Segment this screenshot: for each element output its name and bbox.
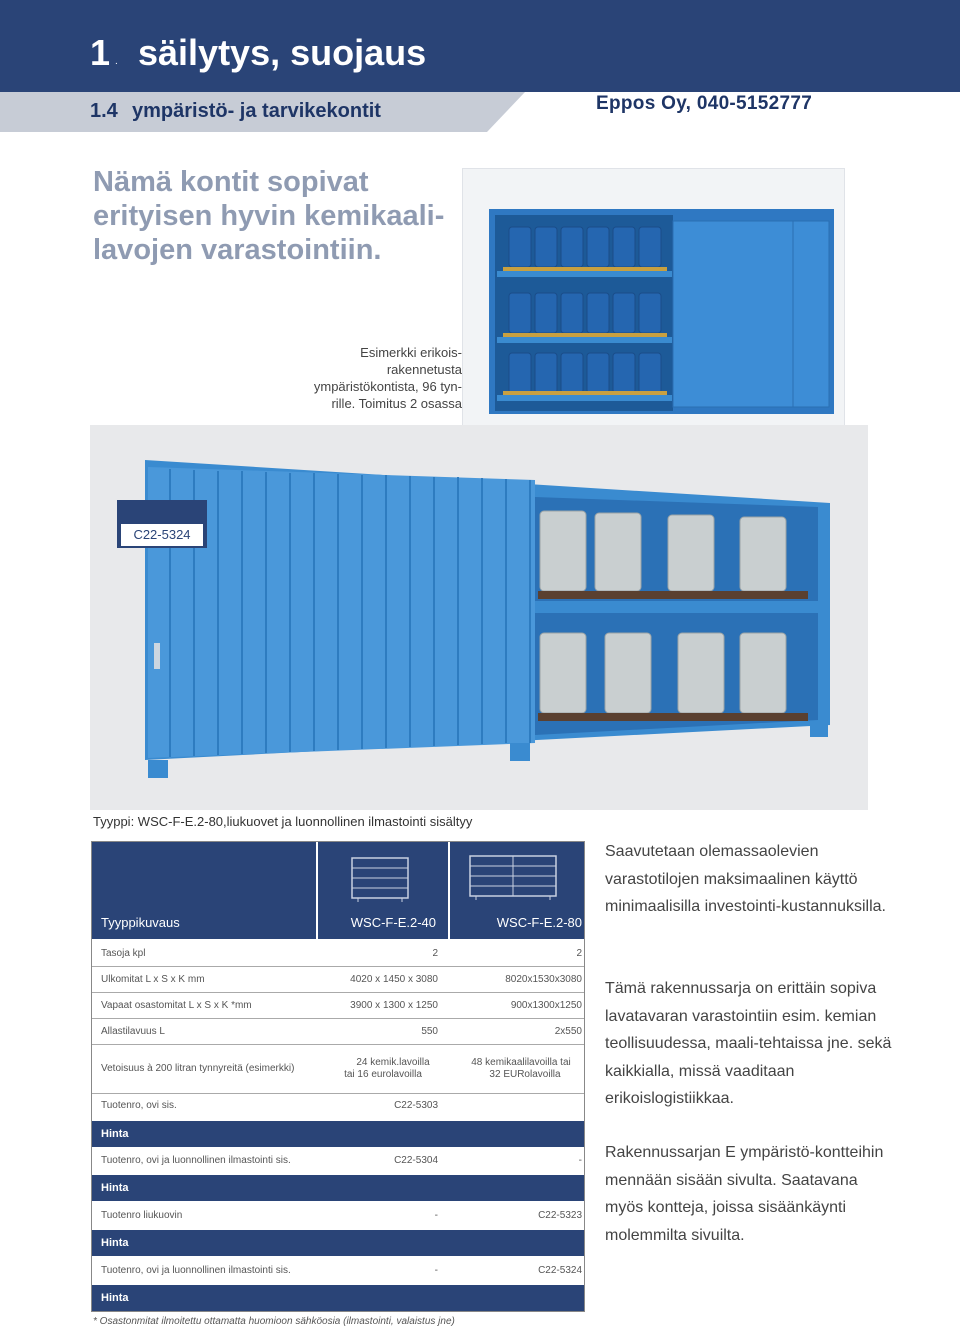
row-label: Ulkomitat L x S x K mm: [101, 974, 205, 985]
table-col2-title: WSC-F-E.2-80: [496, 915, 582, 930]
intro-paragraph: Saavutetaan olemassaolevien varastotilojen maksimaalinen käyttö minimaalisilla investointi-kustannuksilla.: [605, 843, 886, 915]
row-label: Tasoja kpl: [101, 948, 146, 959]
row-value-col2-line1: 48 kemikaalilavoilla tai: [471, 1057, 571, 1068]
section-number: 1.4: [90, 100, 118, 122]
row-label: Vapaat osastomitat L x S x K *mm: [101, 1000, 252, 1011]
price-bar: [92, 1230, 584, 1256]
row-divider: [92, 992, 584, 993]
price-label: Hinta: [101, 1292, 129, 1304]
price-bar: [92, 1121, 584, 1147]
row-divider: [92, 1018, 584, 1019]
row-label: Tuotenro, ovi ja luonnollinen ilmastointi sis.: [101, 1265, 291, 1276]
headline: Nämä kontit sopivat erityisen hyvin kemikaali-lavojen varastointiin.: [93, 166, 445, 266]
row-value-col2: C22-5323: [538, 1210, 582, 1221]
large-container-photo: [90, 425, 868, 810]
usage-paragraph: Tämä rakennussarja on erittäin sopiva lavatavaran varastointiin esim. kemian teollisuudessa, maali-tehtaissa jne. sekä kaikkialla, missä vaaditaan erikoislogistiikkaa.: [605, 980, 892, 1107]
container-small-icon: [350, 852, 410, 902]
row-label: Vetoisuus à 200 litran tynnyreitä (esimerkki): [101, 1063, 295, 1074]
row-label: Allastilavuus L: [101, 1026, 165, 1037]
row-value-col2: 8020x1530x3080: [505, 974, 582, 985]
container-large-icon: [468, 850, 558, 900]
row-value-col1: 550: [421, 1026, 438, 1037]
table-col1-title: WSC-F-E.2-40: [350, 915, 436, 930]
row-divider: [92, 1093, 584, 1094]
row-value-col2-line2: 32 EURolavoilla: [489, 1069, 561, 1080]
table-header-label: Tyyppikuvaus: [101, 915, 180, 930]
row-value-col1-line2: tai 16 eurolavoilla: [344, 1069, 422, 1080]
price-bar: [92, 1175, 584, 1201]
row-value-col1: -: [434, 1265, 438, 1276]
row-value-col2: 2x550: [554, 1026, 582, 1037]
row-value-col2: C22-5324: [538, 1265, 582, 1276]
product-code: C22-5324: [121, 524, 203, 546]
price-label: Hinta: [101, 1128, 129, 1140]
company-contact: Eppos Oy, 040-5152777: [596, 93, 813, 114]
row-divider: [92, 1044, 584, 1045]
price-label: Hinta: [101, 1182, 129, 1194]
row-label: Tuotenro liukuovin: [101, 1210, 183, 1221]
chapter-separator: .: [115, 56, 118, 67]
small-container-photo: [462, 168, 845, 445]
row-value-col1: C22-5304: [394, 1155, 438, 1166]
row-value-col2: 2: [576, 948, 582, 959]
row-value-col1: 2: [432, 948, 438, 959]
chapter-number: 1: [90, 32, 110, 73]
row-value-col1-line1: 24 kemik.lavoilla: [356, 1057, 430, 1068]
row-value-col2: -: [578, 1155, 582, 1166]
access-paragraph: Rakennussarjan E ympäristö-kontteihin mennään sisään sivulta. Saatavana myös kontteja, joissa sisäänkäynti molemmilta sivuilta.: [605, 1144, 884, 1244]
price-bar: [92, 1285, 584, 1311]
small-photo-caption: Esimerkki erikois-rakennetusta ympäristökontista, 96 tyn-rille. Toimitus 2 osassa: [313, 345, 462, 411]
row-value-col1: 4020 x 1450 x 3080: [350, 974, 438, 985]
row-value-col1: 3900 x 1300 x 1250: [350, 1000, 438, 1011]
footnote: * Osastonmitat ilmoitettu ottamatta huomioon sähköosia (ilmastointi, valaistus jne): [93, 1316, 455, 1327]
row-value-col1: C22-5303: [394, 1100, 438, 1111]
price-label: Hinta: [101, 1237, 129, 1249]
row-value-col2: 900x1300x1250: [510, 1000, 582, 1011]
type-caption: Tyyppi: WSC-F-E.2-80,liukuovet ja luonnollinen ilmastointi sisältyy: [93, 814, 473, 829]
chapter-title: säilytys, suojaus: [138, 32, 427, 73]
row-divider: [92, 966, 584, 967]
section-title: ympäristö- ja tarvikekontit: [132, 100, 381, 122]
row-label: Tuotenro, ovi ja luonnollinen ilmastointi sis.: [101, 1155, 291, 1166]
row-value-col1: -: [434, 1210, 438, 1221]
row-label: Tuotenro, ovi sis.: [101, 1100, 177, 1111]
